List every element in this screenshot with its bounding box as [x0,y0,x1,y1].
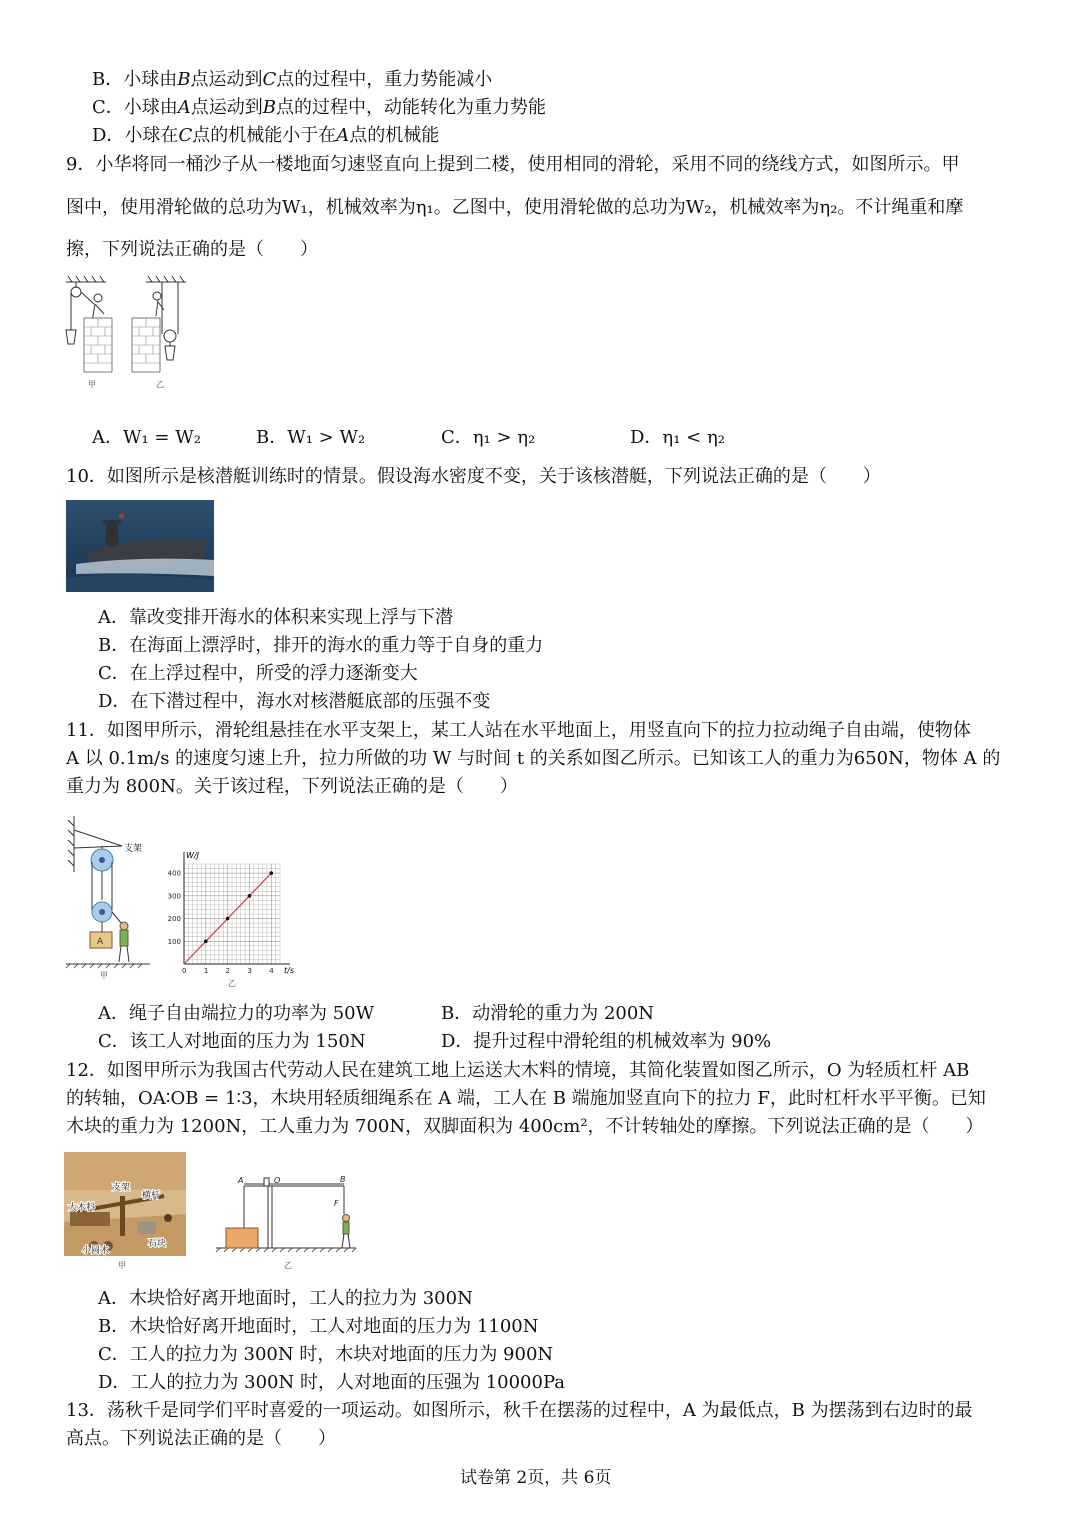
chart-fig-label-yi: 乙 [228,979,236,988]
x-tick-label: 3 [247,967,252,975]
photo-label-roller: 小圆木 [82,1246,110,1256]
q11-stem-line3: 重力为 800N。关于该过程，下列说法正确的是（ ） [66,776,518,797]
data-point [204,939,208,943]
photo-label-stone: 石块 [148,1239,167,1249]
page-footer: 试卷第 2页，共 6页 [460,1468,612,1488]
q8-c-var1: A [177,97,191,118]
data-point [248,894,252,898]
q8-d-text1: D．小球在 [92,125,179,146]
q9-fig-label-yi: 乙 [156,380,164,389]
q9-stem-line1: 9．小华将同一桶沙子从一楼地面匀速竖直向上提到二楼，使用相同的滑轮，采用不同的绕线方式，如图所示。甲 [66,154,960,175]
q10-option-d: D．在下潜过程中，海水对核潜艇底部的压强不变 [98,691,491,712]
x-tick-label: 0 [182,967,187,975]
q10-option-c: C．在上浮过程中，所受的浮力逐渐变大 [98,663,418,684]
q11-pulley-system-figure [66,812,154,978]
q10-option-a: A．靠改变排开海水的体积来实现上浮与下潜 [98,607,453,628]
x-tick-label: 4 [269,967,274,975]
q9-stem-line2: 图中，使用滑轮做的总功为W₁，机械效率为η₁。乙图中，使用滑轮做的总功为W₂，机械效率为η₂。不计绳重和摩 [66,197,964,218]
q10-stem: 10．如图所示是核潜艇训练时的情景。假设海水密度不变，关于该核潜艇，下列说法正确的是（ ） [66,466,881,487]
q8-option-b [92,68,492,92]
q11-option-d: D．提升过程中滑轮组的机械效率为 90% [441,1031,772,1052]
lever-label-a: A [238,1176,244,1185]
q8-option-d [92,124,439,148]
q8-b-text3: 点的过程中，重力势能减小 [276,69,493,90]
q12-fig-label-yi: 乙 [284,1261,292,1270]
photo-label-support: 支架 [112,1183,131,1193]
q8-d-text2: 点的机械能小于在 [192,125,337,146]
data-point [226,917,230,921]
q8-c-text3: 点的过程中，动能转化为重力势能 [276,97,547,118]
q11-work-time-chart [160,851,294,988]
lever-label-f: F [334,1199,339,1208]
q8-c-text1: C．小球由 [92,97,178,118]
q8-b-text1: B．小球由 [92,69,178,90]
q8-c-text2: 点运动到 [190,97,263,118]
photo-label-lever: 横杆 [142,1191,161,1201]
photo-label-timber: 大木料 [68,1203,96,1213]
chart-ylabel: W/J [186,851,199,860]
q11-fig-label-jia: 甲 [100,971,108,980]
y-tick-label: 200 [167,915,181,924]
q9-pulley-figure [62,274,202,394]
q11-support-label: 支架 [124,844,143,854]
q13-stem-line1: 13．荡秋千是同学们平时喜爱的一项运动。如图所示，秋千在摆荡的过程中，A 为最低点，B 为摆荡到右边时的最 [66,1400,973,1421]
q12-option-b: B．木块恰好离开地面时，工人对地面的压力为 1100N [98,1316,539,1337]
q9-option-a: A．W₁ = W₂ [92,427,201,448]
q8-b-text2: 点运动到 [190,69,263,90]
y-tick-label: 300 [167,892,181,901]
q9-fig-label-jia: 甲 [88,380,96,389]
q12-option-d: D．工人的拉力为 300N 时，人对地面的压强为 10000Pa [98,1372,565,1393]
q8-option-c [92,96,546,120]
q9-option-c: C．η₁ > η₂ [441,427,536,448]
x-tick-label: 1 [203,967,209,975]
q11-stem-line1: 11．如图甲所示，滑轮组悬挂在水平支架上，某工人站在水平地面上，用竖直向下的拉力拉动绳子自由端，使物体 [66,720,971,741]
submarine-photo [66,500,214,592]
chart-xlabel: t/s [284,966,294,975]
q12-option-a: A．木块恰好离开地面时，工人的拉力为 300N [98,1288,473,1309]
q11-option-a: A．绳子自由端拉力的功率为 50W [98,1003,375,1024]
q12-fig-label-jia: 甲 [118,1261,126,1270]
q12-option-c: C．工人的拉力为 300N 时，木块对地面的压力为 900N [98,1344,554,1365]
q8-d-var1: C [178,125,193,146]
lever-label-o: O [274,1176,281,1185]
q8-b-var1: B [177,69,191,90]
q10-option-b: B．在海面上漂浮时，排开的海水的重力等于自身的重力 [98,635,544,656]
q9-option-d: D．η₁ < η₂ [630,427,725,448]
q8-c-var2: B [262,97,277,118]
q8-d-var2: A [336,125,350,146]
q13-stem-line2: 高点。下列说法正确的是（ ） [66,1428,336,1449]
q12-ancient-photo [64,1152,186,1270]
q11-stem-line2: A 以 0.1m/s 的速度匀速上升，拉力所做的功 W 与时间 t 的关系如图乙所示。已知该工人的重力为650N，物体 A 的 [66,748,1001,769]
q12-lever-diagram [216,1172,362,1272]
q8-b-var2: C [262,69,277,90]
q9-option-b: B．W₁ > W₂ [256,427,366,448]
x-tick-label: 2 [225,967,231,975]
q11-object-label: A [97,937,104,947]
y-tick-label: 100 [167,937,181,946]
q11-option-c: C．该工人对地面的压力为 150N [98,1031,366,1052]
q11-option-b: B．动滑轮的重力为 200N [441,1003,655,1024]
q12-stem-line3: 木块的重力为 1200N，工人重力为 700N，双脚面积为 400cm²，不计转轴处的摩擦。下列说法正确的是（ ） [66,1116,984,1137]
q12-stem-line1: 12．如图甲所示为我国古代劳动人民在建筑工地上运送大木料的情境，其简化装置如图乙所示，O 为轻质杠杆 AB [66,1060,970,1081]
q12-stem-line2: 的转轴，OA∶OB = 1∶3，木块用轻质细绳系在 A 端，工人在 B 端施加竖直向下的拉力 F，此时杠杆水平平衡。已知 [66,1088,986,1109]
q9-stem-line3: 擦，下列说法正确的是（ ） [66,239,318,260]
y-tick-label: 400 [167,869,181,878]
data-point [269,871,273,875]
lever-label-b: B [340,1175,346,1184]
q8-d-text3: 点的机械能 [349,125,440,146]
